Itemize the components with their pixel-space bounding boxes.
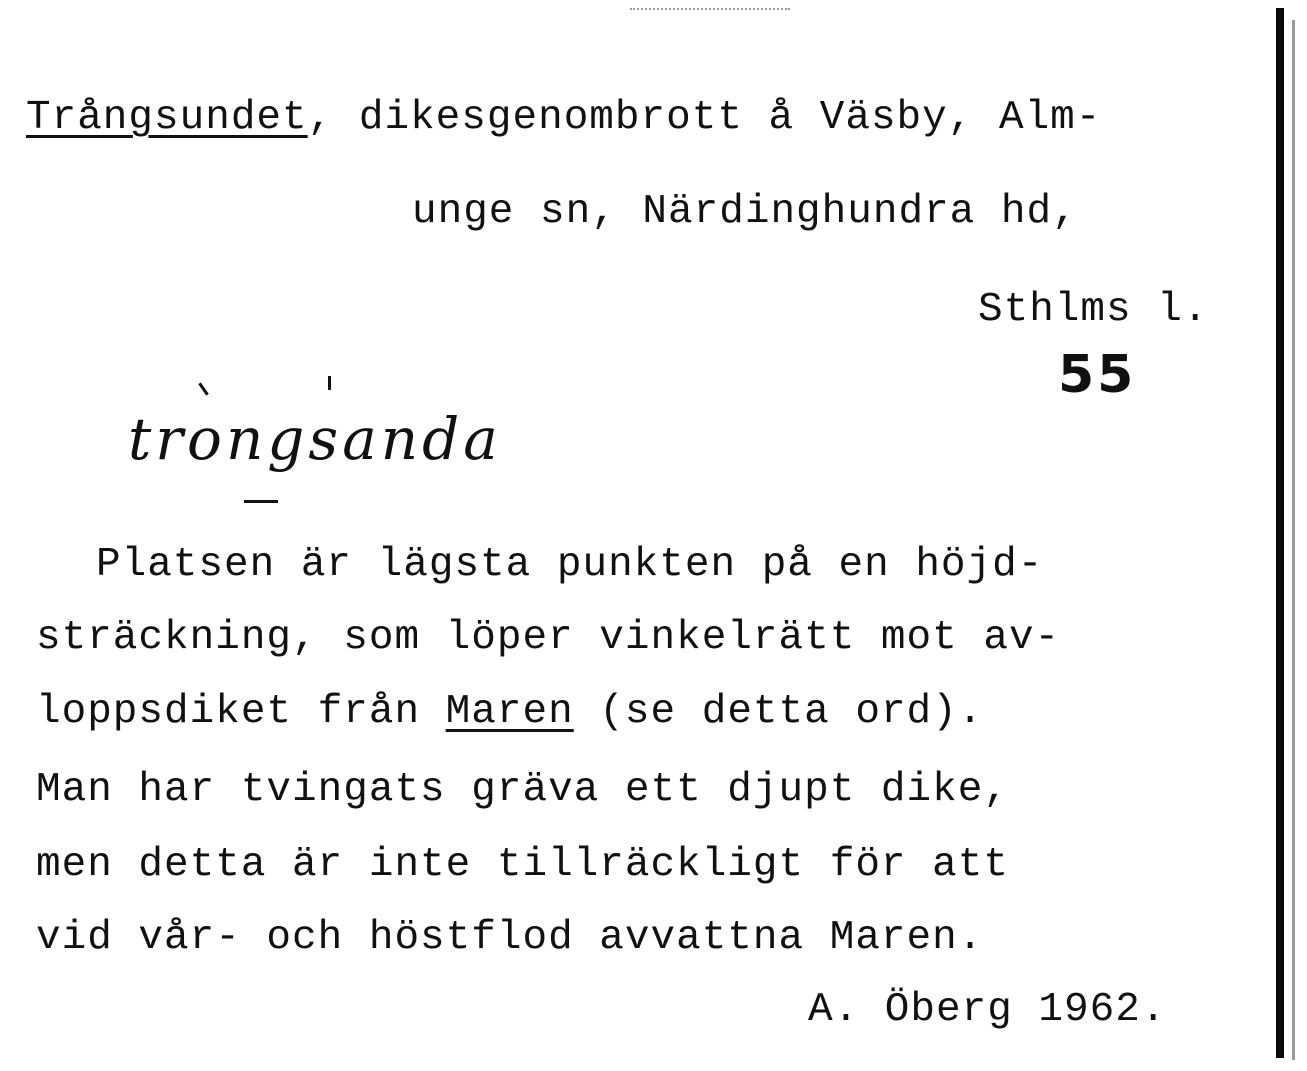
body-line-3-post: (se detta ord).: [573, 689, 984, 735]
headword: Trångsundet: [26, 95, 308, 141]
card-edge-shadow: [1276, 8, 1284, 1058]
body-line-4: Man har tvingats gräva ett djupt dike,: [36, 767, 1009, 813]
handwritten-pronunciation: trongsanda: [128, 405, 502, 473]
header-line-3: Sthlms l.: [978, 287, 1209, 333]
body-line-5: men detta är inte tillräckligt för att: [36, 842, 1009, 888]
cross-reference-maren: Maren: [445, 689, 574, 735]
accent-mark-acute: [328, 376, 331, 390]
body-line-2: sträckning, som löper vinkelrätt mot av-: [36, 615, 1061, 661]
scan-artifact-top: [630, 8, 790, 12]
signature: A. Öberg 1962.: [808, 987, 1167, 1033]
header-line-1-rest: , dikesgenombrott å Väsby, Alm-: [307, 95, 1102, 141]
body-line-3-pre: loppsdiket från: [36, 689, 446, 735]
body-line-6: vid vår- och höstflod avvattna Maren.: [36, 915, 984, 961]
header-line-1: [26, 95, 1102, 141]
accent-mark-grave: [198, 382, 208, 395]
card-edge-faint: [1292, 20, 1295, 1060]
body-line-3: [36, 689, 984, 735]
header-line-2: unge sn, Närdinghundra hd,: [412, 189, 1078, 235]
card-number: 55: [1058, 345, 1137, 405]
body-line-1: Platsen är lägsta punkten på en höjd-: [96, 542, 1044, 588]
stress-underline: [244, 500, 278, 503]
